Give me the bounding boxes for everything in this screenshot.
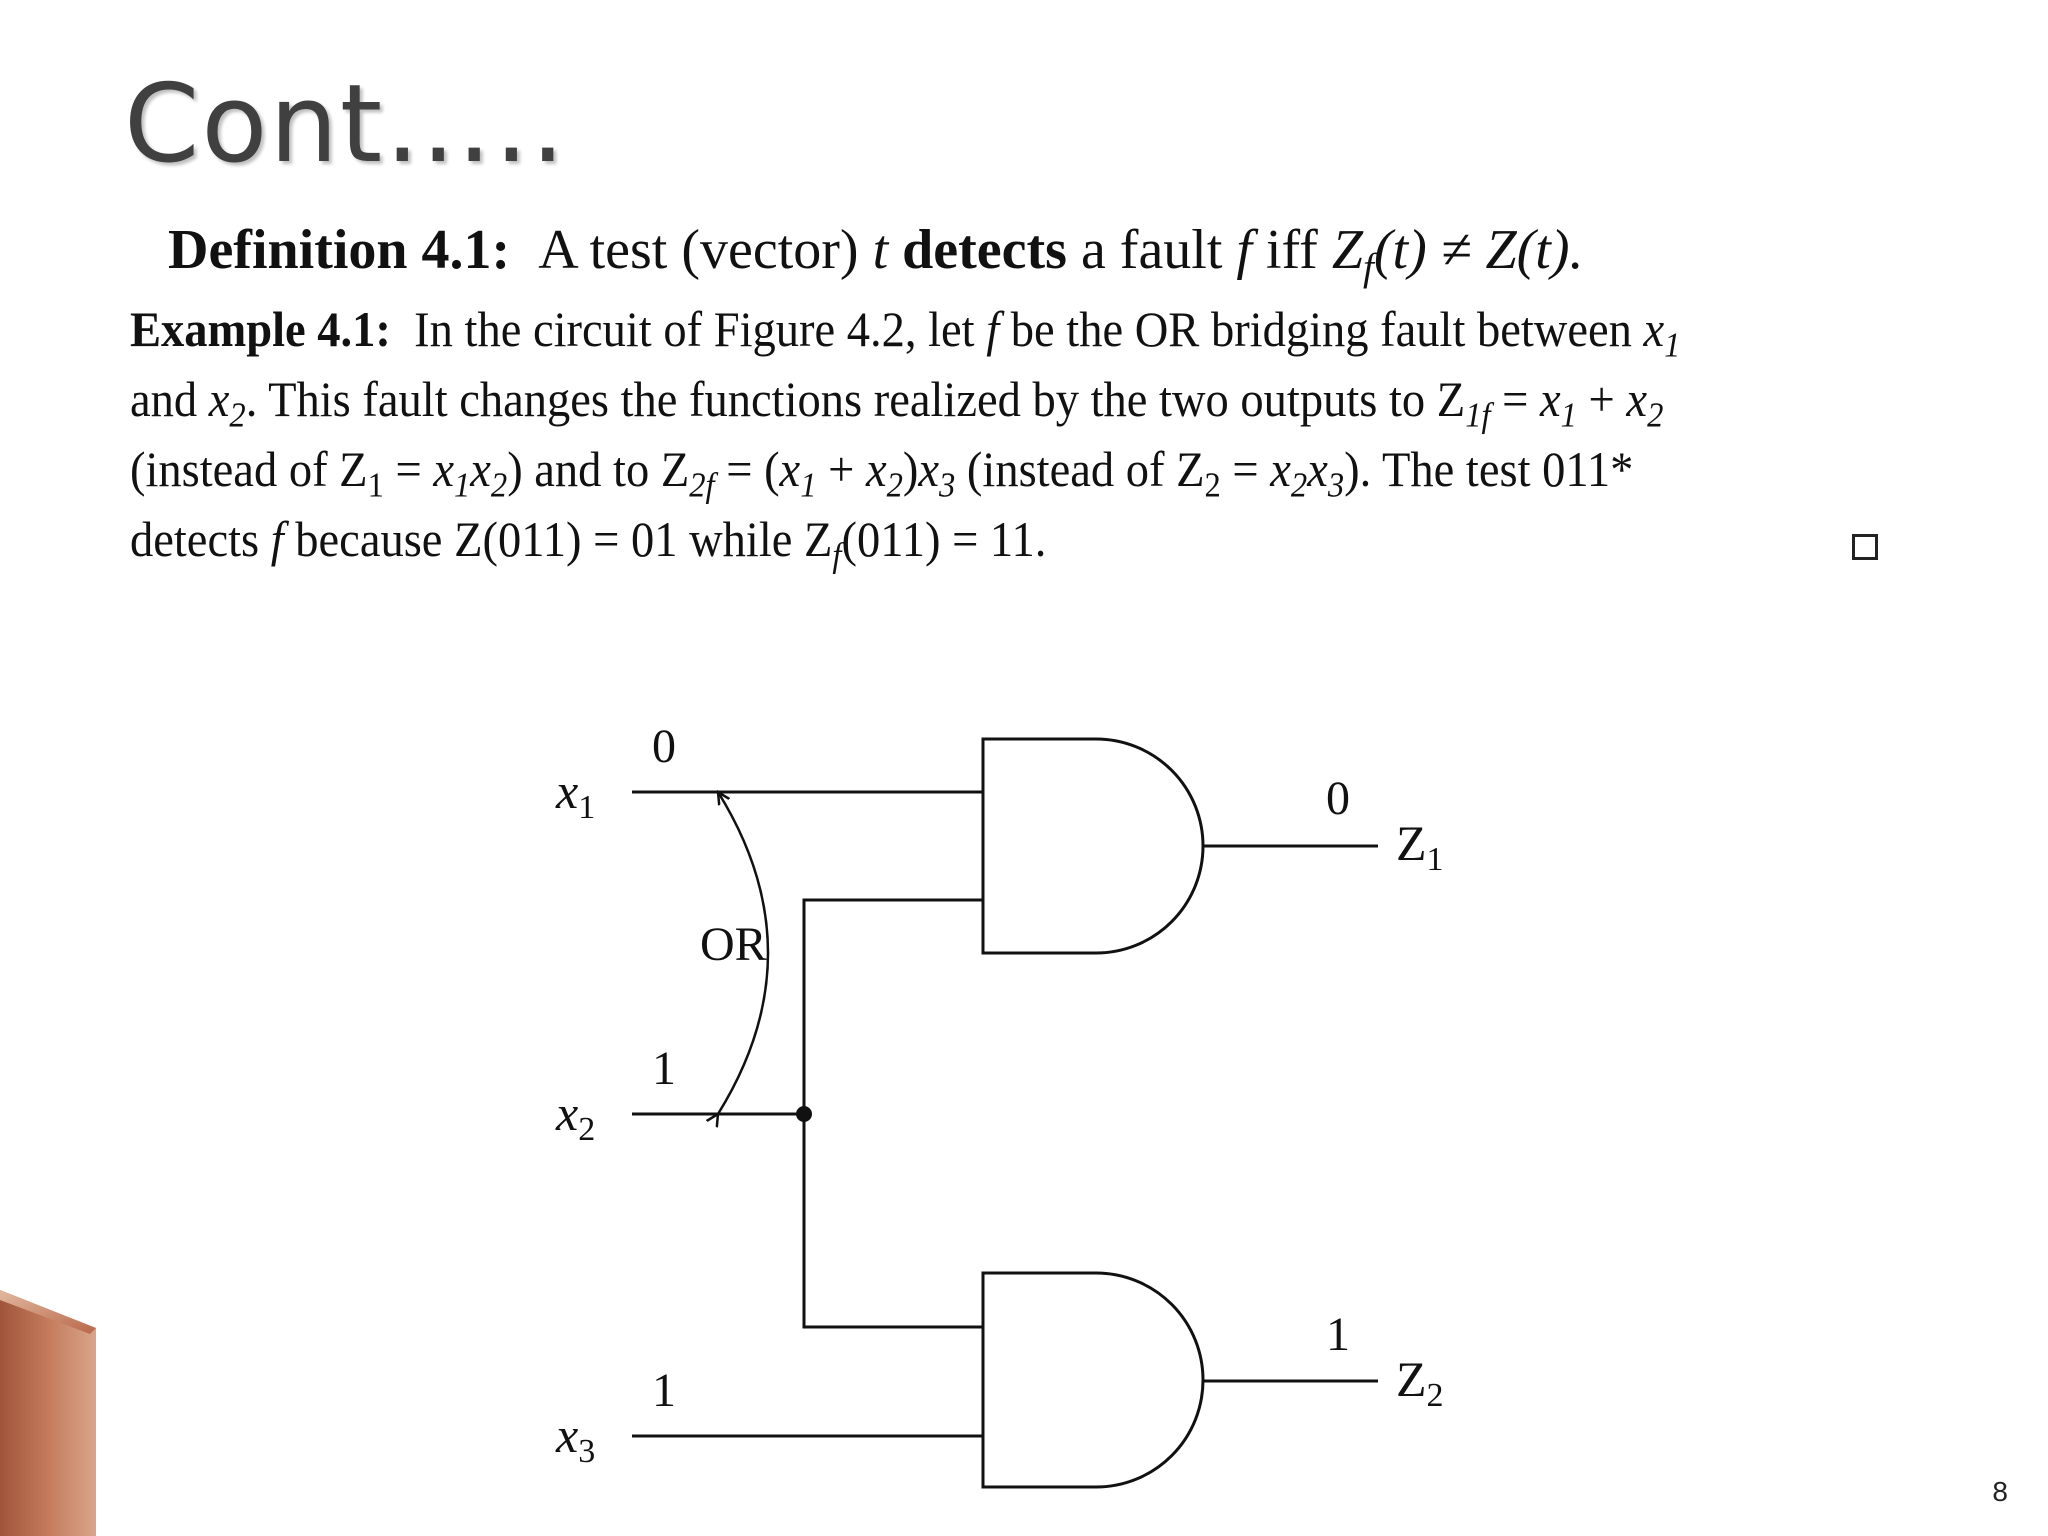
output-label-z1: $Z_1$ [1396,815,1444,878]
page-number: 8 [1992,1476,2008,1507]
example-line-2: and $x_2$. This fault changes the functions realized by the two outputs to $Z_{1f} = x_1 + x_2$ [130,371,1664,435]
definition-formula: $Z_f(t) \ne Z(t)$. [1331,219,1584,289]
input-label-x3: $x_3$ [556,1407,596,1470]
bridge-label: OR [700,918,767,971]
example-label: Example 4.1: [130,301,391,357]
and-gate-2 [983,1273,1203,1487]
definition-detects: detects [902,219,1067,281]
example-line-3: (instead of $Z_1 = x_1x_2$) and to $Z_{2f} = (x_1 + x_2)x_3$ (instead of $Z_2 = x_2x_3$). The test 011* [130,441,1634,505]
definition-text-3: iff [1265,219,1318,281]
wire-x2-to-gate2 [804,1114,983,1327]
wire-x2-to-gate1 [804,900,983,1114]
definition-text-2: a fault [1080,219,1223,281]
definition-text-1: A test (vector) [538,219,859,281]
input-label-x2: $x_2$ [556,1085,596,1148]
input-label-x1: $x_1$ [556,763,596,826]
and-gate-1 [983,739,1203,953]
input-value-x2: 1 [652,1042,676,1095]
corner-decoration [0,1290,96,1536]
input-value-x1: 0 [652,720,676,773]
definition-t: t [872,219,889,281]
slide-title: Cont….. [124,62,567,187]
output-value-z2: 1 [1326,1308,1350,1361]
example-line-4: detects f because Z(011) = 01 while $Z_f(011) = 11$. [130,511,1047,575]
definition-f: f [1236,219,1252,281]
input-value-x3: 1 [652,1364,676,1417]
definition-label: Definition 4.1: [168,219,511,281]
output-value-z1: 0 [1326,772,1350,825]
example-line-1: Example 4.1: In the circuit of Figure 4.2, let f be the OR bridging fault between $x_1$ [130,301,1681,365]
junction-dot [796,1106,812,1122]
output-label-z2: $Z_2$ [1396,1351,1444,1414]
